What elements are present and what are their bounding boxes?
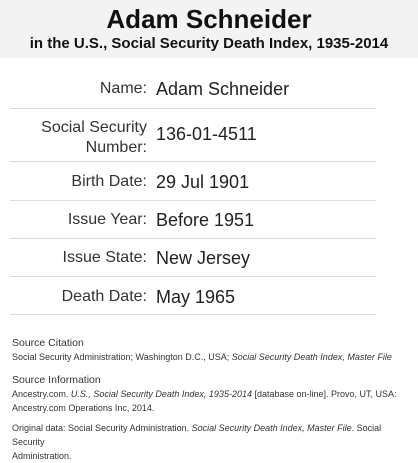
field-row-birth-date (10, 161, 376, 201)
source-citation-text (12, 350, 412, 364)
field-label-death-date: Death Date: (61, 288, 147, 305)
source-information-heading: Source Information (12, 374, 101, 386)
field-label-ssn-line1: Social Security (41, 119, 147, 136)
field-value-ssn: 136-01-4511 (156, 124, 257, 144)
source-information-line1-b: [database on-line]. Provo, UT, USA: (251, 389, 397, 399)
source-information-line1-italic: U.S., Social Security Death Index, 1935-2014 (70, 389, 252, 399)
field-row-issue-year (10, 200, 376, 239)
record-header (0, 0, 418, 58)
original-data-line1 (12, 421, 412, 449)
field-label-issue-state: Issue State: (62, 249, 147, 266)
original-data-italic: Social Security Death Index, Master File (191, 423, 352, 433)
field-label-name: Name: (99, 80, 147, 97)
original-data-a: Original data: Social Security Administration. (12, 423, 192, 433)
page-title: Adam Schneider (106, 4, 312, 34)
field-value-death-date: May 1965 (156, 287, 236, 307)
source-information-line2: Ancestry.com Operations Inc, 2014. (12, 403, 155, 413)
source-citation-heading: Source Citation (12, 337, 84, 349)
field-value-issue-year: Before 1951 (156, 210, 255, 230)
field-value-name: Adam Schneider (156, 79, 290, 99)
field-row-issue-state (10, 238, 376, 277)
source-citation (12, 336, 412, 364)
field-value-birth-date: 29 Jul 1901 (156, 172, 250, 192)
original-data-b: . Social Security (12, 423, 382, 447)
field-row-death-date (10, 276, 376, 315)
source-information (12, 373, 412, 415)
field-label-issue-year: Issue Year: (67, 211, 147, 228)
source-citation-plain: Social Security Administration; Washington D.C., USA; (12, 352, 232, 362)
source-information-line1 (12, 387, 412, 401)
source-citation-italic: Social Security Death Index, Master File (231, 352, 392, 362)
original-data-line2: Administration. (12, 451, 72, 461)
field-label-ssn-line2: Number: (85, 139, 147, 156)
source-information-line1-a: Ancestry.com. (12, 389, 71, 399)
field-row-ssn (10, 108, 376, 162)
original-data (12, 421, 412, 463)
field-value-issue-state: New Jersey (156, 248, 251, 268)
field-label-birth-date: Birth Date: (71, 173, 147, 190)
collection-subtitle: in the U.S., Social Security Death Index, 1935-2014 (29, 35, 389, 52)
field-row-name (10, 70, 376, 109)
